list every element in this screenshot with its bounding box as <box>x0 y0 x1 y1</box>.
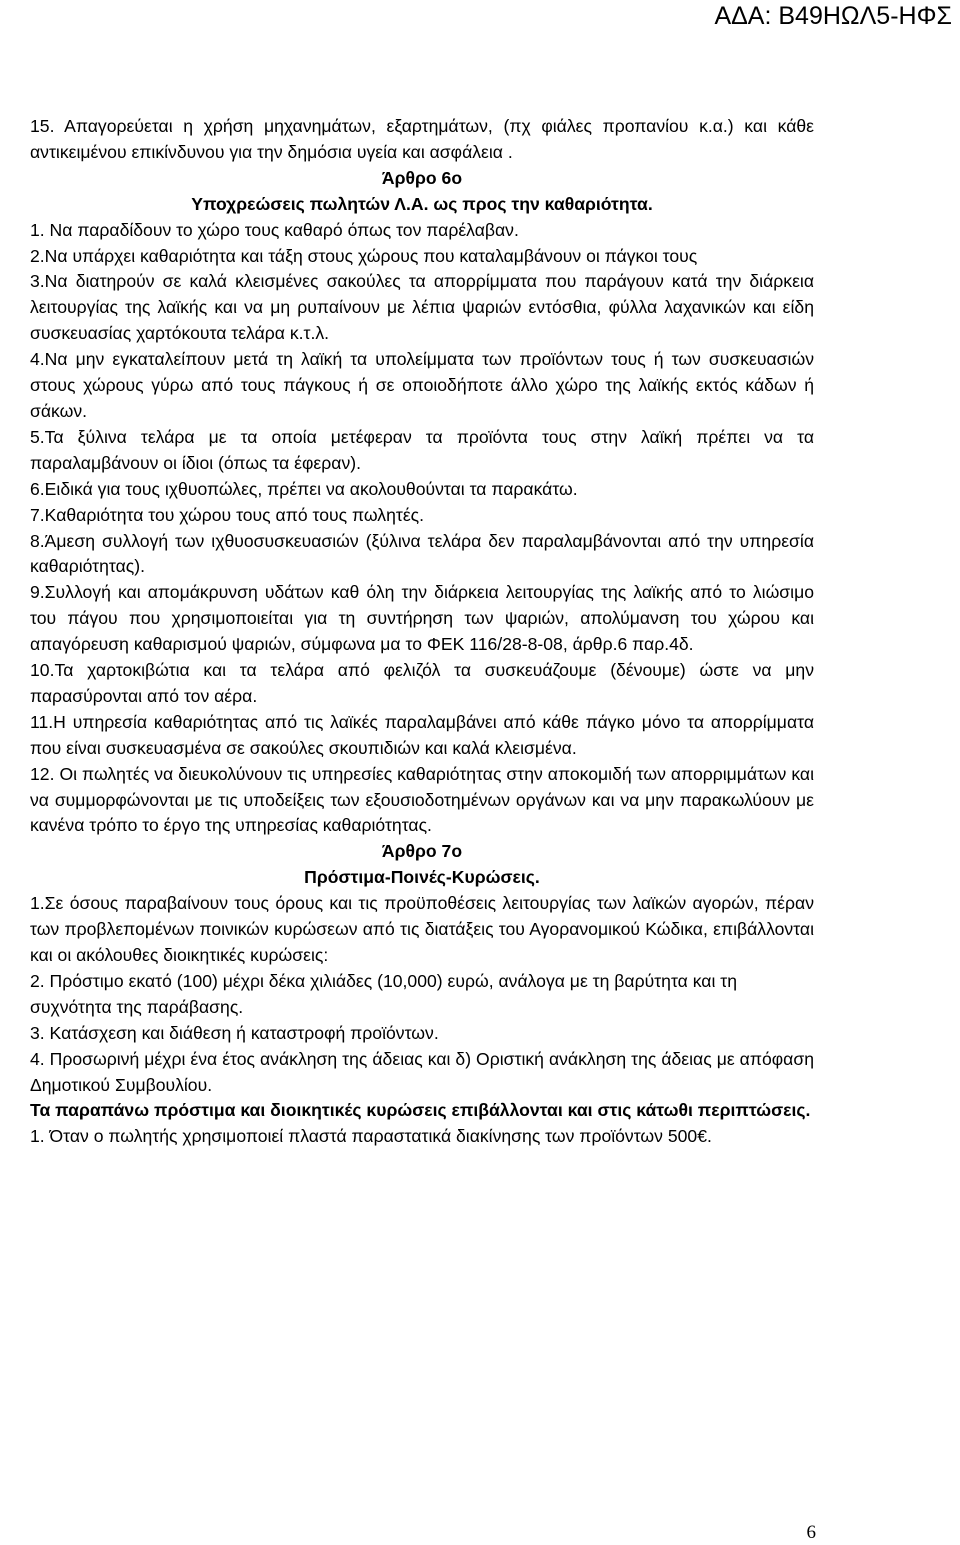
item-6: 6.Ειδικά για τους ιχθυοπώλες, πρέπει να ακολουθούνται τα παρακάτω. <box>30 478 578 499</box>
bold-notice: Τα παραπάνω πρόστιμα και διοικητικές κυρώσεις επιβάλλονται και στις κάτωθι περιπτώσεις. <box>30 1100 811 1121</box>
item-8: 8.Άμεση συλλογή των ιχθυοσυσκευασιών (ξύλινα τελάρα δεν παραλαμβάνονται από την υπηρεσία καθαριότητας). <box>30 530 814 577</box>
penalty-2: 2. Πρόστιμο εκατό (100) μέχρι δέκα χιλιάδες (10,000) ευρώ, ανάλογα με τη βαρύτητα και τη <box>30 970 737 991</box>
page-number: 6 <box>806 1522 816 1543</box>
penalty-3: 3. Κατάσχεση και διάθεση ή καταστροφή προϊόντων. <box>30 1022 439 1043</box>
penalty-2-continued: συχνότητα της παράβασης. <box>30 996 244 1017</box>
item-2: 2.Να υπάρχει καθαριότητα και τάξη στους χώρους που καταλαμβάνουν οι πάγκοι τους <box>30 245 698 266</box>
item-3: 3.Να διατηρούν σε καλά κλεισμένες σακούλες τα απορρίμματα που παράγουν κατά την διάρκεια λειτουργίας της λαϊκής και να μη ρυπαίνουν με λέπια ψαριών εντόσθια, φύλλα λαχανικών και είδη συσκευασίας χαρτόκουτα τελάρα κ.τ.λ. <box>30 271 814 344</box>
item-12: 12. Οι πωλητές να διευκολύνουν τις υπηρεσίες καθαριότητας στην αποκομιδή των απορριμμάτων και να συμμορφώνονται με τις υποδείξεις των εξουσιοδοτημένων οργάνων και να μην παρακωλύουν με κανένα τρόπο το έργο της υπηρεσίας καθαριότητας. <box>30 763 814 836</box>
item-5: 5.Τα ξύλινα τελάρα με τα οποία μετέφεραν τα προϊόντα τους στην λαϊκή πρέπει να τα παραλαμβάνουν οι ίδιοι (όπως τα έφεραν). <box>30 426 814 473</box>
case-1: 1. Όταν ο πωλητής χρησιμοποιεί πλαστά παραστατικά διακίνησης των προϊόντων 500€. <box>30 1126 712 1147</box>
paragraph-15: 15. Απαγορεύεται η χρήση μηχανημάτων, εξαρτημάτων, (πχ φιάλες προπανίου κ.α.) και κάθε αντικειμένου επικίνδυνου για την δημόσια υγεία και ασφάλεια . <box>30 116 814 162</box>
item-7: 7.Καθαριότητα του χώρου τους από τους πωλητές. <box>30 504 425 525</box>
item-4: 4.Να μην εγκαταλείπουν μετά τη λαϊκή τα υπολείμματα των προϊόντων τους ή των συσκευασιών στους χώρους γύρω από τους πάγκους ή σε οποιοδήποτε άλλο χώρο της λαϊκής εκτός κάδων ή σάκων. <box>30 349 814 421</box>
article-6-title: Υποχρεώσεις πωλητών Λ.Α. ως προς την καθαριότητα. <box>191 193 653 214</box>
item-1: 1. Να παραδίδουν το χώρο τους καθαρό όπως τον παρέλαβαν. <box>30 219 519 240</box>
item-9: 9.Συλλογή και απομάκρυνση υδάτων καθ όλη την διάρκεια λειτουργίας της λαϊκής από το λιώσιμο του πάγου που χρησιμοποιείται για τη συντήρηση των ψαριών, απολύμανση του χώρου και απαγόρευση καθαρισμού ψαριών, σύμφωνα μα το ΦΕΚ 116/28-8-08, άρθρ.6 παρ.4δ. <box>30 582 814 655</box>
ada-header: ΑΔΑ: Β49ΗΩΛ5-ΗΦΣ <box>714 2 952 30</box>
penalty-4: 4. Προσωρινή μέχρι ένα έτος ανάκληση της άδειας και δ) Οριστική ανάκληση της άδειας με απόφαση Δημοτικού Συμβουλίου. <box>30 1048 814 1095</box>
article-6-heading: Άρθρο 6ο <box>381 167 463 188</box>
penalty-1: 1.Σε όσους παραβαίνουν τους όρους και τις προϋποθέσεις λειτουργίας των λαϊκών αγορών, πέραν των προβλεπομένων ποινικών κυρώσεων από τις διατάξεις του Αγορανομικού Κώδικα, επιβάλλονται και οι ακόλουθες διοικητικές κυρώσεις: <box>30 893 814 965</box>
article-7-heading: Άρθρο 7ο <box>381 841 463 862</box>
article-7-title: Πρόστιμα-Ποινές-Κυρώσεις. <box>304 867 540 888</box>
item-10: 10.Τα χαρτοκιβώτια και τα τελάρα από φελιζόλ τα συσκευάζουμε (δένουμε) ώστε να μην παρασύρονται από τον αέρα. <box>30 660 814 706</box>
item-11: 11.Η υπηρεσία καθαριότητας από τις λαϊκές παραλαμβάνει από κάθε πάγκο μόνο τα απορρίμματα που είναι συσκευασμένα σε σακούλες σκουπιδιών και καλά κλεισμένα. <box>30 711 814 758</box>
document-body <box>30 114 814 1150</box>
